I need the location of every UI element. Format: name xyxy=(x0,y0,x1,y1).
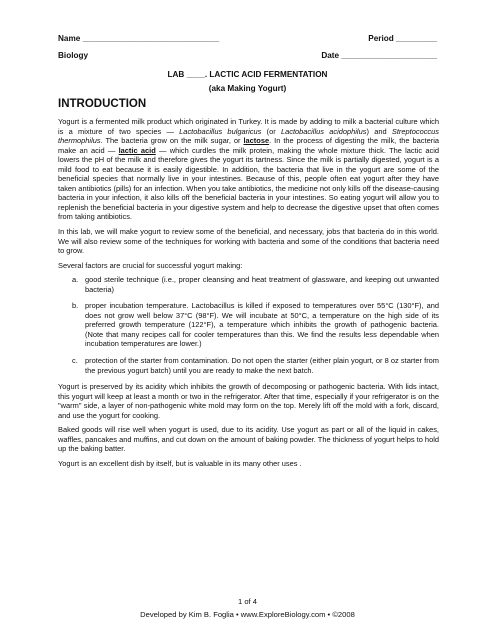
species-name: Lactobacillus acidophilus xyxy=(280,126,367,136)
factors-list xyxy=(58,275,439,375)
key-term-lactic-acid: lactic acid xyxy=(118,145,156,155)
subject-label: Biology xyxy=(58,51,89,60)
intro-paragraph: Yogurt is a fermented milk product which originated in Turkey. It is made by adding to milk a bacterial culture which is a mixture of two species — Lactobacillus bulgaricus (or Lactobacillus acidophilus) and Streptococcus thermophilus. The bacteria grow on the milk sugar, or lactose. In the process of digesting the milk, the bacteria make an acid — lactic acid — which curdles the milk protein, making the whole mixture thick. The lactic acid lowers the pH of the milk and therefore gives the yogurt its tartness. Since the milk is partially digested, yogurt is a mild food to eat because it is easily digestible. In addition, the bacteria that live in the yogurt are some of the beneficial species that normally live in your intestines. Because of this, people often eat yogurt after they have taken antibiotics (pills) for an infection. When you take antibiotics, the medicine not only kills off the disease-causing bacteria in your infection, it also kills off the beneficial bacteria in your intestines. So eating yogurt will allow you to replenish the beneficial bacteria in your digestive system and help to decrease the digestive upset that often comes from taking antibiotics. xyxy=(58,117,440,222)
species-name: Lactobacillus bulgaricus xyxy=(179,126,262,136)
factors-intro: Several factors are crucial for successful yogurt making: xyxy=(58,260,243,270)
closing-paragraph: Yogurt is an excellent dish by itself, but is valuable in its many other uses . xyxy=(58,458,302,468)
key-term-lactose: lactose xyxy=(243,136,270,146)
list-item: a. good sterile technique (i.e., proper cleansing and heat treatment of glassware, and keeping out unwanted bacteria) xyxy=(72,275,439,294)
name-field: Name ______________________________ xyxy=(58,34,220,43)
footer-credit: Developed by Kim B. Foglia • www.ExploreBiology.com • ©2008 xyxy=(140,610,355,619)
page-number: 1 of 4 xyxy=(238,597,257,606)
list-item: b. proper incubation temperature. Lactobacillus is killed if exposed to temperatures over 55°C (130°F), and does not grow well below 37°C (98°F). We will incubate at 50°C, a temperature on the high side of its preferred growth temperature (122°F), a temperature which inhibits the growth of pathogenic bacteria. (Note that many recipes call for cooler temperatures than this. We find the results less dependable when incubation temperatures are lower.) xyxy=(72,301,439,349)
baking-paragraph: Baked goods will rise well when yogurt is used, due to its acidity. Use yogurt as part or all of the liquid in cakes, waffles, pancakes and muffins, and cut down on the amount of baking powder. The thickness of yogurt helps to hold up the baking batter. xyxy=(58,425,439,454)
lab-title: LAB ____. LACTIC ACID FERMENTATION xyxy=(167,70,328,79)
period-field: Period _________ xyxy=(368,34,437,43)
section-heading: INTRODUCTION xyxy=(58,98,147,110)
lab-subtitle: (aka Making Yogurt) xyxy=(208,84,287,93)
worksheet-body xyxy=(58,117,439,474)
preservation-paragraph: Yogurt is preserved by its acidity which inhibits the growth of decomposing or pathogenic bacteria. With lids intact, this yogurt will keep at least a month or two in the refrigerator. After that time, especially if your refrigerator is on the "warm" side, a layer of non-pathogenic white mold may form on the top. Merely lift off the mold with a fork, discard, and use the yogurt for cooking. xyxy=(58,382,439,420)
list-item: c. protection of the starter from contamination. Do not open the starter (either plain yogurt, or 8 oz starter from the previous yogurt batch) until you are ready to make the next batch. xyxy=(72,356,439,375)
purpose-paragraph: In this lab, we will make yogurt to review some of the beneficial, and necessary, jobs that bacteria do in this world. We will also review some of the techniques for working with bacteria and some of the conditions that bacteria need to grow. xyxy=(58,227,439,256)
species-name: Streptococcus thermophilus xyxy=(58,126,440,146)
date-field: Date _____________________ xyxy=(321,51,437,60)
